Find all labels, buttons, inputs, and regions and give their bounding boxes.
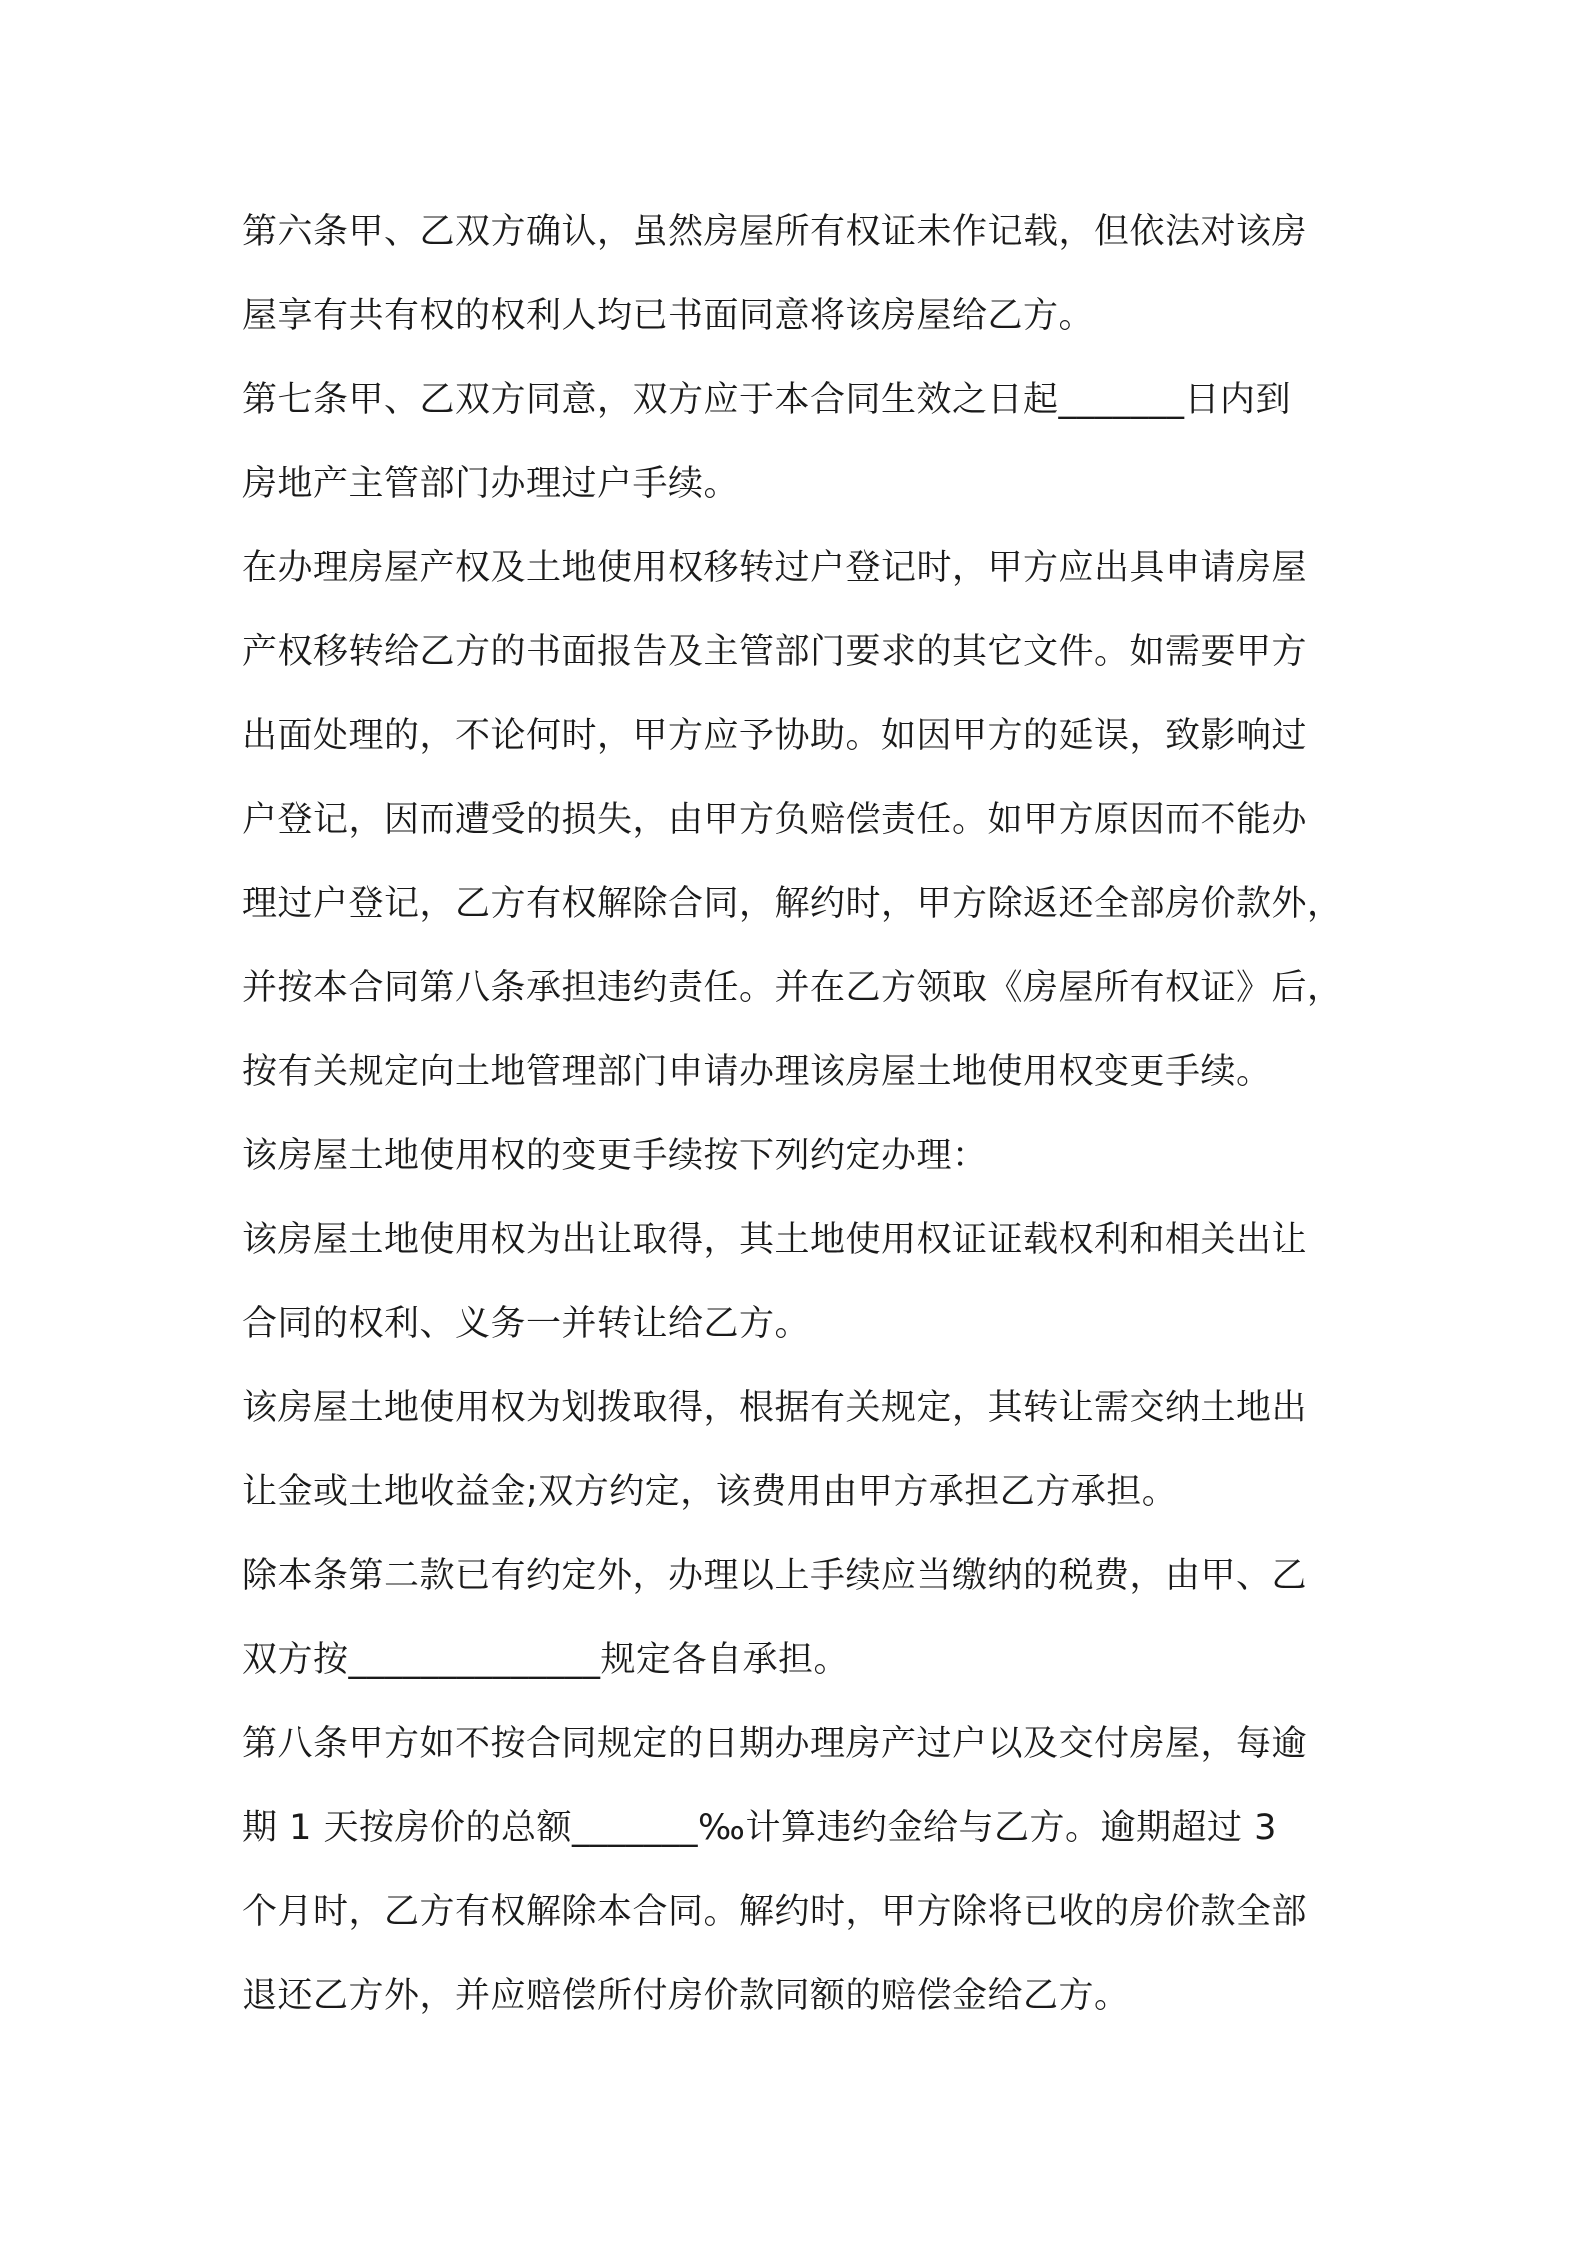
text-line: 第八条甲方如不按合同规定的日期办理房产过户以及交付房屋，每逾	[242, 1724, 1308, 1764]
paragraph-article-7	[242, 358, 1354, 526]
text-line: 双方按______________规定各自承担。	[242, 1640, 850, 1680]
text-line: 出面处理的，不论何时，甲方应予协助。如因甲方的延误，致影响过	[242, 716, 1308, 756]
text-line: 在办理房屋产权及土地使用权移转过户登记时，甲方应出具申请房屋	[242, 548, 1308, 588]
text-line: 退还乙方外，并应赔偿所付房价款同额的赔偿金给乙方。	[242, 1976, 1130, 2016]
text-line: 期 1 天按房价的总额_______‰计算违约金给与乙方。逾期超过 3	[242, 1808, 1277, 1848]
text-line: 按有关规定向土地管理部门申请办理该房屋土地使用权变更手续。	[242, 1052, 1272, 1092]
text-line: 该房屋土地使用权的变更手续按下列约定办理：	[242, 1136, 988, 1176]
paragraph-article-6	[242, 190, 1354, 358]
paragraph-transfer-registration	[242, 526, 1354, 1114]
text-line: 房地产主管部门办理过户手续。	[242, 464, 740, 504]
text-line: 屋享有共有权的权利人均已书面同意将该房屋给乙方。	[242, 296, 1095, 336]
paragraph-land-allocation	[242, 1366, 1354, 1534]
text-line: 并按本合同第八条承担违约责任。并在乙方领取《房屋所有权证》后，	[242, 968, 1343, 1008]
text-line: 除本条第二款已有约定外，办理以上手续应当缴纳的税费，由甲、乙	[242, 1556, 1308, 1596]
text-line: 第六条甲、乙双方确认，虽然房屋所有权证未作记载，但依法对该房	[242, 212, 1308, 252]
text-line: 户登记，因而遭受的损失，由甲方负赔偿责任。如甲方原因而不能办	[242, 800, 1308, 840]
text-line: 个月时，乙方有权解除本合同。解约时，甲方除将已收的房价款全部	[242, 1892, 1308, 1932]
text-line: 该房屋土地使用权为出让取得，其土地使用权证证载权利和相关出让	[242, 1220, 1308, 1260]
text-line: 合同的权利、义务一并转让给乙方。	[242, 1304, 811, 1344]
paragraph-taxes-fees	[242, 1534, 1354, 1702]
paragraph-land-transfer-grant	[242, 1198, 1354, 1366]
text-line: 该房屋土地使用权为划拨取得，根据有关规定，其转让需交纳土地出	[242, 1388, 1308, 1428]
text-line: 第七条甲、乙双方同意，双方应于本合同生效之日起_______日内到	[242, 380, 1292, 420]
text-line: 理过户登记，乙方有权解除合同，解约时，甲方除返还全部房价款外，	[242, 884, 1343, 924]
paragraph-land-use-change	[242, 1114, 1354, 1198]
text-line: 让金或土地收益金;双方约定，该费用由甲方承担乙方承担。	[242, 1472, 1178, 1512]
text-line: 产权移转给乙方的书面报告及主管部门要求的其它文件。如需要甲方	[242, 632, 1308, 672]
document-page	[242, 190, 1354, 2038]
paragraph-article-8	[242, 1702, 1354, 2038]
